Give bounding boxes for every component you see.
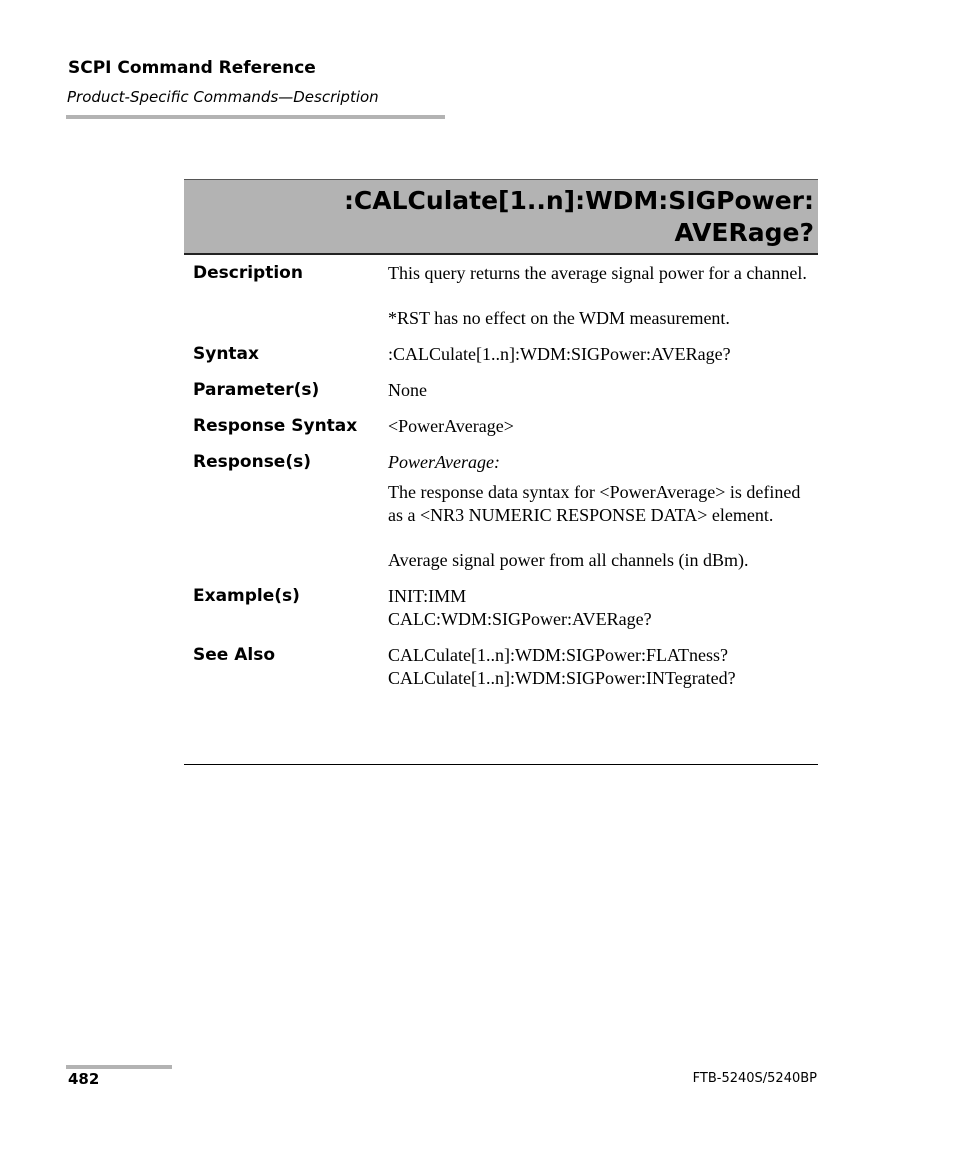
row-label: Syntax bbox=[193, 344, 259, 364]
row-label: See Also bbox=[193, 645, 276, 665]
row-label: Response Syntax bbox=[193, 416, 358, 436]
row-label: Description bbox=[193, 263, 303, 283]
example-line: CALC:WDM:SIGPower:AVERage? bbox=[388, 609, 652, 629]
row-parameters bbox=[184, 379, 818, 402]
running-header-subtitle: Product-Specific Commands—Description bbox=[67, 88, 379, 106]
command-details-table bbox=[184, 262, 818, 703]
page-number: 482 bbox=[68, 1070, 100, 1088]
response-unit-note: Average signal power from all channels (in dBm). bbox=[388, 550, 749, 570]
row-description bbox=[184, 262, 818, 330]
command-title-box bbox=[184, 179, 818, 255]
see-also-link[interactable]: CALCulate[1..n]:WDM:SIGPower:INTegrated? bbox=[388, 668, 736, 688]
description-text: This query returns the average signal power for a channel. bbox=[388, 263, 807, 283]
row-examples bbox=[184, 585, 818, 631]
response-syntax-text: <PowerAverage> bbox=[388, 416, 514, 436]
row-label: Response(s) bbox=[193, 452, 311, 472]
syntax-text: :CALCulate[1..n]:WDM:SIGPower:AVERage? bbox=[388, 344, 731, 364]
response-description: The response data syntax for <PowerAverage> is defined as a <NR3 NUMERIC RESPONSE DATA> element. bbox=[388, 482, 801, 525]
row-response-syntax bbox=[184, 415, 818, 438]
see-also-link[interactable]: CALCulate[1..n]:WDM:SIGPower:FLATness? bbox=[388, 645, 728, 665]
table-end-rule bbox=[184, 764, 818, 765]
header-rule bbox=[66, 115, 445, 119]
row-syntax bbox=[184, 343, 818, 366]
product-name: FTB-5240S/5240BP bbox=[692, 1071, 817, 1086]
row-label: Parameter(s) bbox=[193, 380, 320, 400]
description-note: *RST has no effect on the WDM measurement. bbox=[388, 308, 730, 328]
row-see-also bbox=[184, 644, 818, 690]
row-value bbox=[388, 585, 808, 631]
parameters-text: None bbox=[388, 380, 427, 400]
row-label: Example(s) bbox=[193, 586, 300, 606]
running-header-title: SCPI Command Reference bbox=[68, 58, 316, 78]
row-value bbox=[388, 451, 808, 572]
command-title-line-2: AVERage? bbox=[674, 217, 814, 247]
footer-rule bbox=[66, 1065, 172, 1069]
row-responses bbox=[184, 451, 818, 572]
example-line: INIT:IMM bbox=[388, 586, 467, 606]
row-value bbox=[388, 644, 808, 690]
command-title-line-1: :CALCulate[1..n]:WDM:SIGPower: bbox=[343, 185, 814, 215]
row-value bbox=[388, 262, 808, 330]
response-name: PowerAverage: bbox=[388, 452, 500, 472]
